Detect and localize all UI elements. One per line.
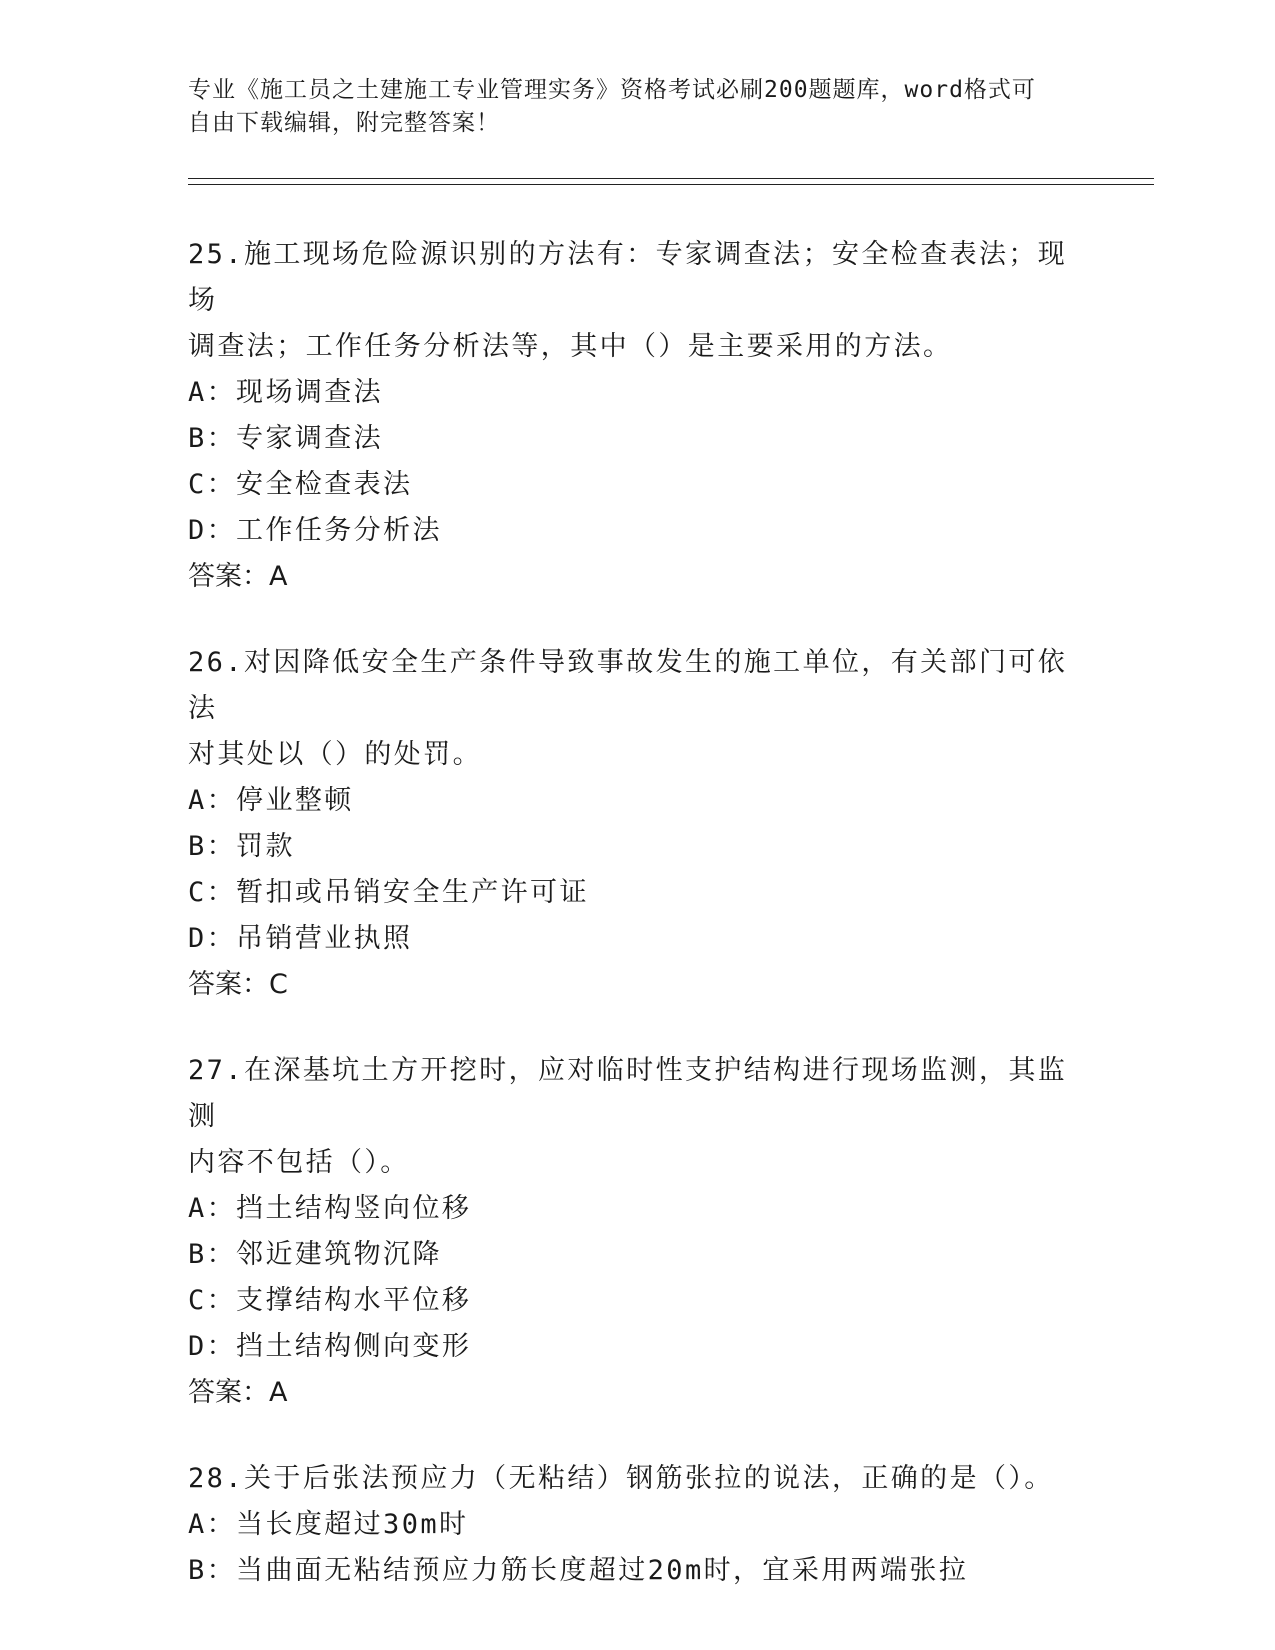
option-c: C：安全检查表法: [188, 469, 413, 500]
option-b: B：当曲面无粘结预应力筋长度超过20m时，宜采用两端张拉: [188, 1555, 969, 1586]
option-d: D：挡土结构侧向变形: [188, 1331, 472, 1362]
question-25: [188, 232, 1088, 600]
question-26: [188, 640, 1088, 1008]
question-stem-line: 26.对因降低安全生产条件导致事故发生的施工单位，有关部门可依法: [188, 647, 1068, 724]
option-b: B：专家调查法: [188, 423, 384, 454]
question-stem-line: 对其处以（）的处罚。: [188, 739, 482, 770]
question-stem-line: 27.在深基坑土方开挖时，应对临时性支护结构进行现场监测，其监测: [188, 1055, 1068, 1132]
question-28: [188, 1456, 1088, 1594]
question-stem-line: 内容不包括（）。: [188, 1147, 410, 1178]
question-stem: [188, 232, 1088, 370]
question-stem-line: 调查法；工作任务分析法等，其中（）是主要采用的方法。: [188, 331, 953, 362]
option-a: A：停业整顿: [188, 785, 354, 816]
option-a: A：现场调查法: [188, 377, 384, 408]
header-double-rule: [188, 178, 1154, 185]
option-d: D：吊销营业执照: [188, 923, 413, 954]
answer: 答案：A: [188, 561, 288, 592]
option-b: B：邻近建筑物沉降: [188, 1239, 442, 1270]
option-a: A：挡土结构竖向位移: [188, 1193, 472, 1224]
question-stem-line: 28.关于后张法预应力（无粘结）钢筋张拉的说法，正确的是（）。: [188, 1463, 1054, 1494]
question-stem: [188, 640, 1088, 778]
question-stem-line: 25.施工现场危险源识别的方法有：专家调查法；安全检查表法；现场: [188, 239, 1068, 316]
option-c: C：暂扣或吊销安全生产许可证: [188, 877, 589, 908]
header-line-2: 自由下载编辑，附完整答案！: [188, 110, 500, 136]
option-d: D：工作任务分析法: [188, 515, 442, 546]
option-b: B：罚款: [188, 831, 295, 862]
answer: 答案：A: [188, 1377, 288, 1408]
option-a: A：当长度超过30m时: [188, 1509, 469, 1540]
document-header: [188, 74, 1088, 140]
answer: 答案：C: [188, 969, 288, 1000]
question-27: [188, 1048, 1088, 1416]
header-line-1: 专业《施工员之土建施工专业管理实务》资格考试必刷200题题库，word格式可: [188, 77, 1036, 103]
question-stem: [188, 1048, 1088, 1186]
option-c: C：支撑结构水平位移: [188, 1285, 472, 1316]
question-list: [188, 232, 1088, 1634]
question-stem: [188, 1456, 1088, 1502]
